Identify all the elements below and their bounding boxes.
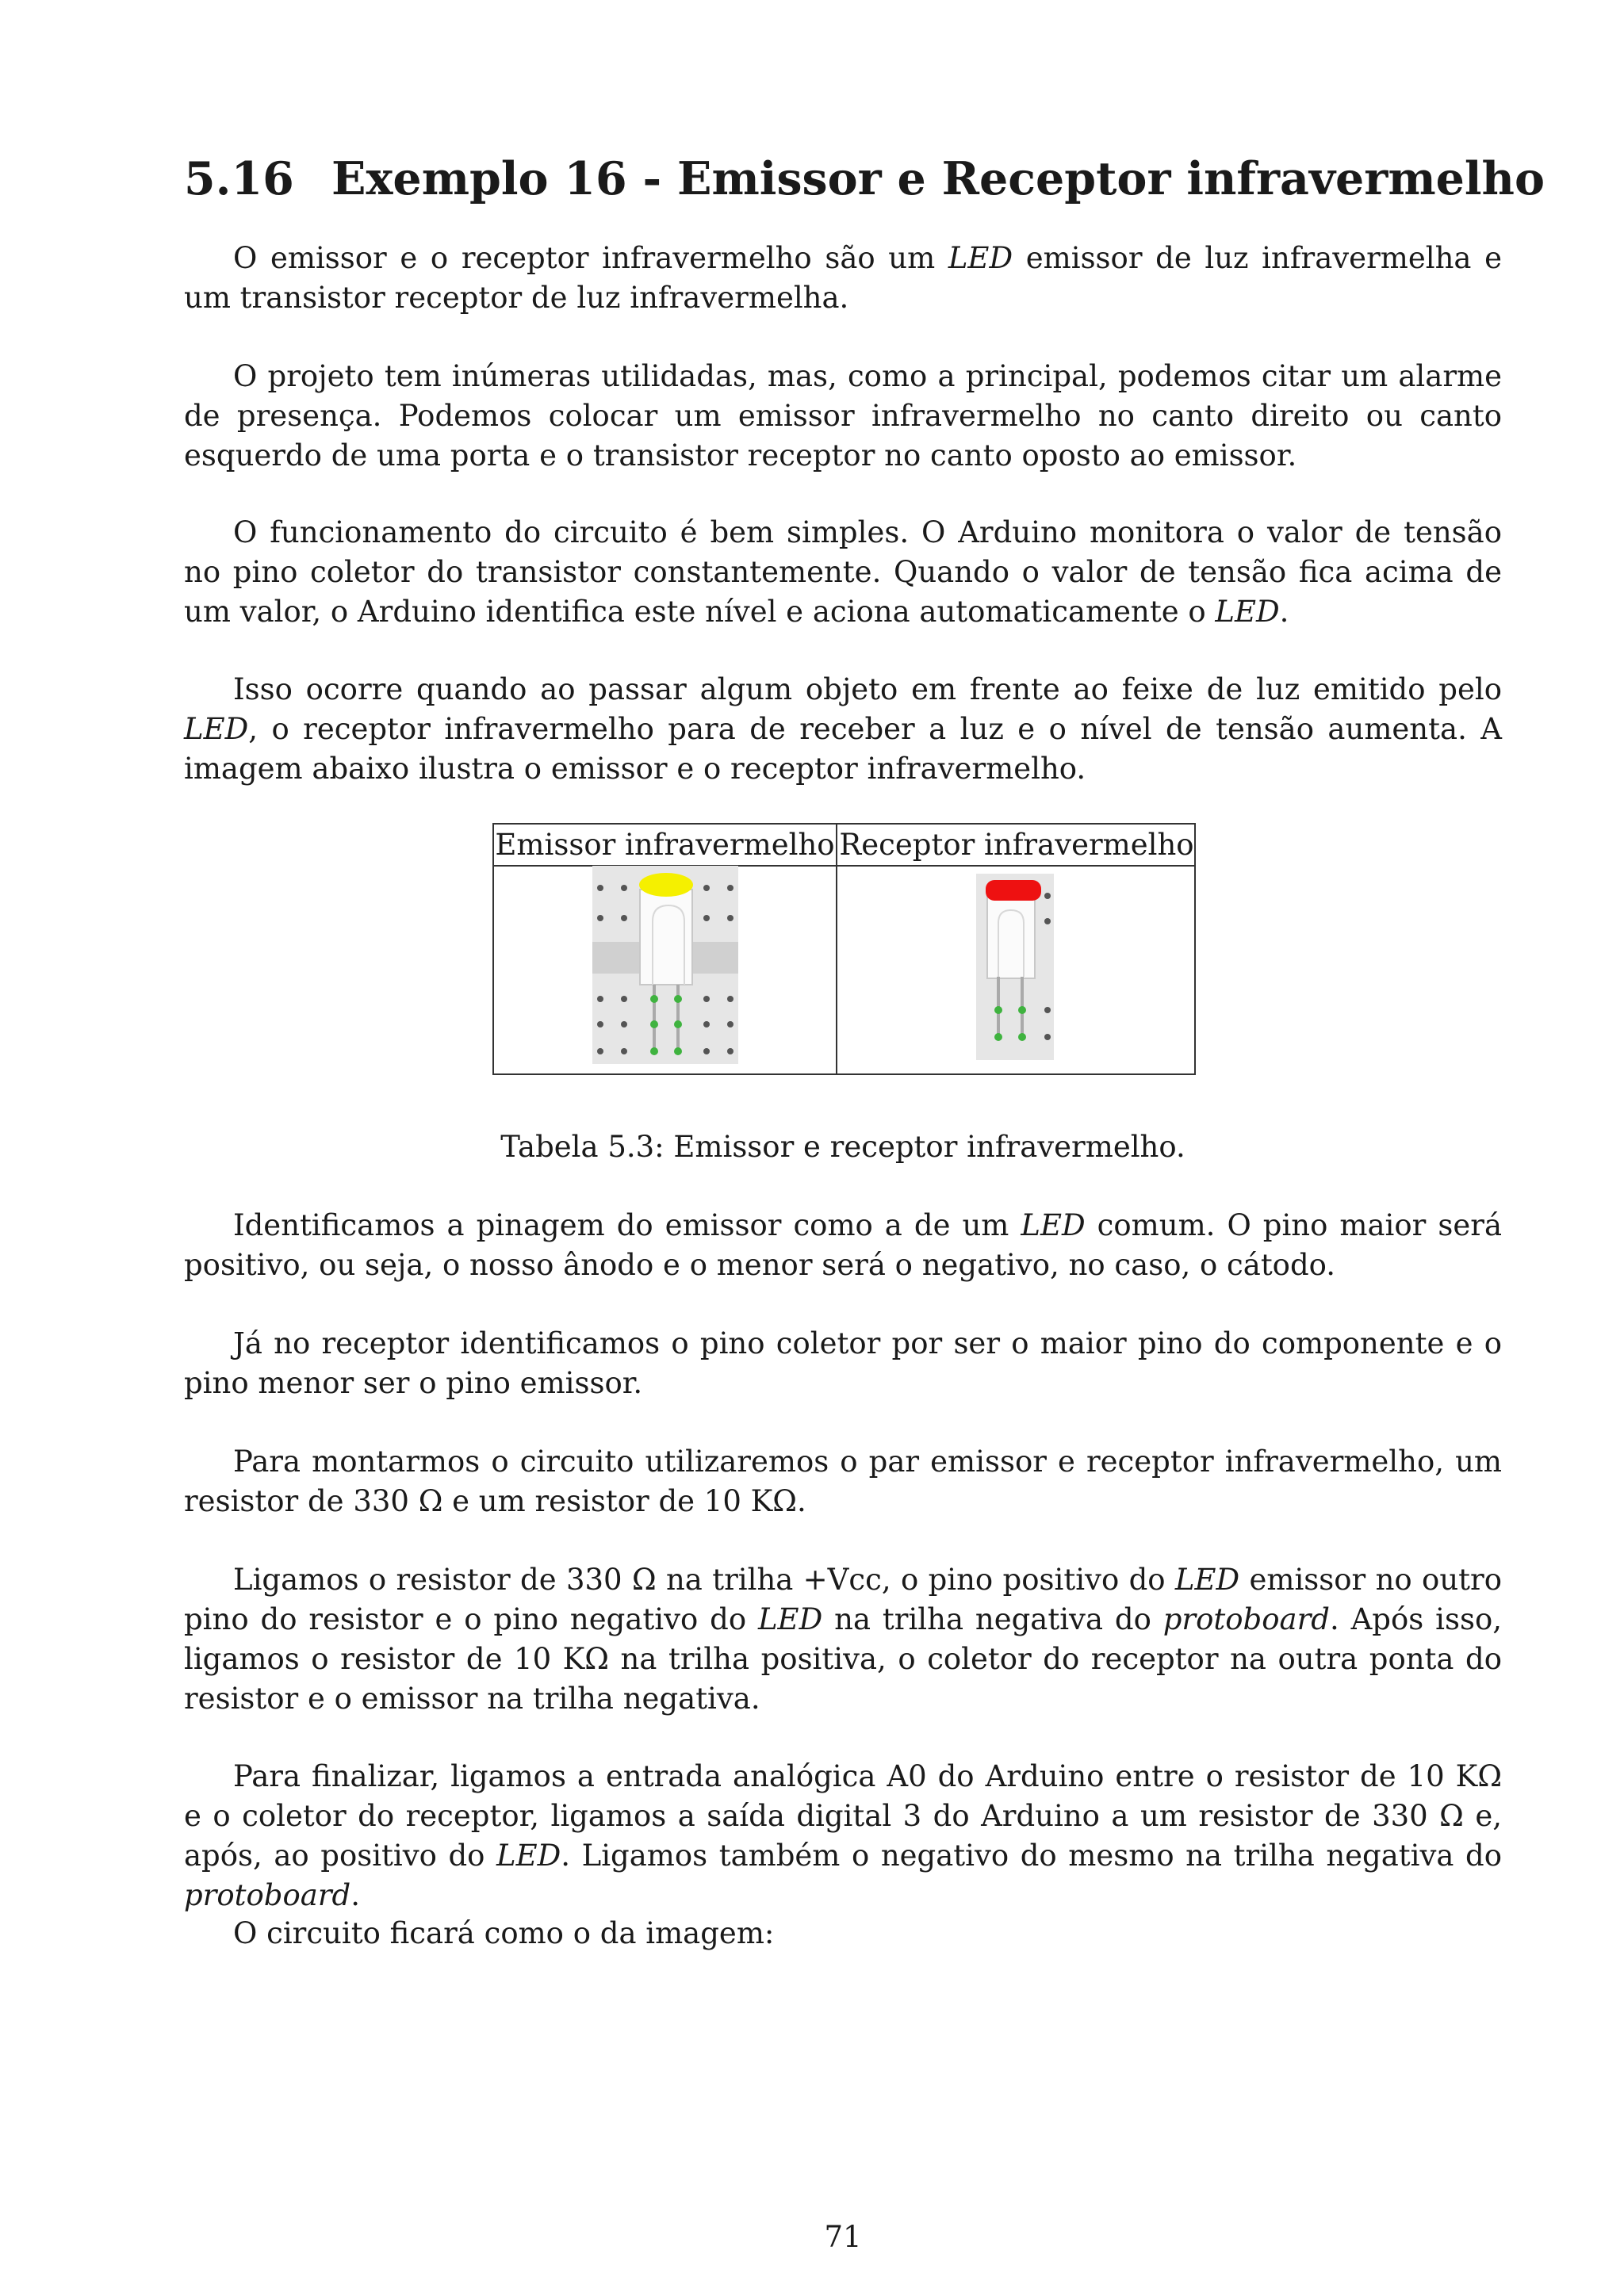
paragraph-5 bbox=[184, 1206, 1502, 1285]
text: Ligamos o resistor de 330 Ω na trilha +Vcc, o pino positivo do bbox=[233, 1563, 1175, 1597]
emitter-led-top bbox=[639, 873, 693, 897]
text: na trilha negativa do bbox=[822, 1602, 1163, 1636]
text: emissor no outro pino do resistor e o pino negativo do bbox=[184, 1563, 1502, 1636]
paragraph-7: Para montarmos o circuito utilizaremos o par emissor e receptor infravermelho, um resistor de 330 Ω e um resistor de 10 KΩ. bbox=[184, 1445, 1502, 1518]
emphasis: protoboard bbox=[184, 1878, 351, 1912]
paragraph-4 bbox=[184, 670, 1502, 789]
text: O funcionamento do circuito é bem simples. O Arduino monitora o valor de tensão no pino coletor do transistor constantemente. Quando o valor de tensão fica acima de um valor, o Arduino identifica este nível e aciona automaticamente o bbox=[184, 515, 1502, 629]
receiver-image bbox=[976, 874, 1054, 1060]
text: comum. O pino maior será positivo, ou seja, o nosso ânodo e o menor será o negativo, no caso, o cátodo. bbox=[184, 1208, 1502, 1282]
text: emissor de luz infravermelha e um transistor receptor de luz infravermelha. bbox=[184, 241, 1502, 315]
paragraph-9 bbox=[184, 1757, 1502, 1915]
emphasis: protoboard bbox=[1162, 1602, 1330, 1636]
page-number: 71 bbox=[824, 2220, 862, 2254]
emphasis: LED bbox=[948, 241, 1013, 275]
paragraph-2: O projeto tem inúmeras utilidadas, mas, como a principal, podemos citar um alarme de presença. Podemos colocar um emissor infravermelho no canto direito ou canto esquerdo de uma porta e o transistor receptor no canto oposto ao emissor. bbox=[184, 359, 1502, 473]
emphasis: LED bbox=[1021, 1208, 1086, 1242]
emitter-image bbox=[592, 866, 738, 1064]
page bbox=[184, 0, 1545, 2296]
paragraph-3 bbox=[184, 513, 1502, 632]
emphasis: LED bbox=[1174, 1563, 1240, 1597]
emphasis: LED bbox=[496, 1839, 561, 1873]
paragraph-6: Já no receptor identificamos o pino coletor por ser o maior pino do componente e o pino menor ser o pino emissor. bbox=[184, 1326, 1502, 1400]
header-receiver: Receptor infravermelho bbox=[839, 828, 1194, 862]
paragraph-8 bbox=[184, 1560, 1502, 1719]
section-number: 5.16 bbox=[184, 152, 294, 205]
text: . Ligamos também o negativo do mesmo na trilha negativa do bbox=[561, 1839, 1503, 1873]
text: O emissor e o receptor infravermelho são um bbox=[233, 241, 948, 275]
paragraph-10: O circuito ficará como o da imagem: bbox=[233, 1916, 775, 1950]
text: . bbox=[350, 1878, 360, 1912]
emphasis: LED bbox=[184, 712, 249, 746]
paragraph-1 bbox=[184, 239, 1502, 318]
text: Identificamos a pinagem do emissor como a de um bbox=[233, 1208, 1021, 1242]
component-table bbox=[492, 823, 1196, 1075]
emphasis: LED bbox=[1215, 595, 1280, 629]
section-title: Exemplo 16 - Emissor e Receptor infravermelho bbox=[331, 152, 1545, 205]
receiver-top bbox=[986, 880, 1041, 901]
header-emitter: Emissor infravermelho bbox=[495, 828, 835, 862]
emphasis: LED bbox=[757, 1602, 823, 1636]
section-heading bbox=[184, 149, 1545, 209]
text: , o receptor infravermelho para de receber a luz e o nível de tensão aumenta. A imagem abaixo ilustra o emissor e o receptor infravermelho. bbox=[184, 712, 1502, 786]
table-caption: Tabela 5.3: Emissor e receptor infravermelho. bbox=[500, 1130, 1185, 1164]
text: Para finalizar, ligamos a entrada analógica A0 do Arduino entre o resistor de 10 KΩ e o coletor do receptor, ligamos a saída digital 3 do Arduino a um resistor de 330 Ω e, após, ao positivo do bbox=[184, 1759, 1502, 1873]
text: . Após isso, ligamos o resistor de 10 KΩ na trilha positiva, o coletor do receptor na outra ponta do resistor e o emissor na trilha negativa. bbox=[184, 1602, 1502, 1716]
text: Isso ocorre quando ao passar algum objeto em frente ao feixe de luz emitido pelo bbox=[233, 672, 1502, 706]
text: . bbox=[1279, 595, 1289, 629]
